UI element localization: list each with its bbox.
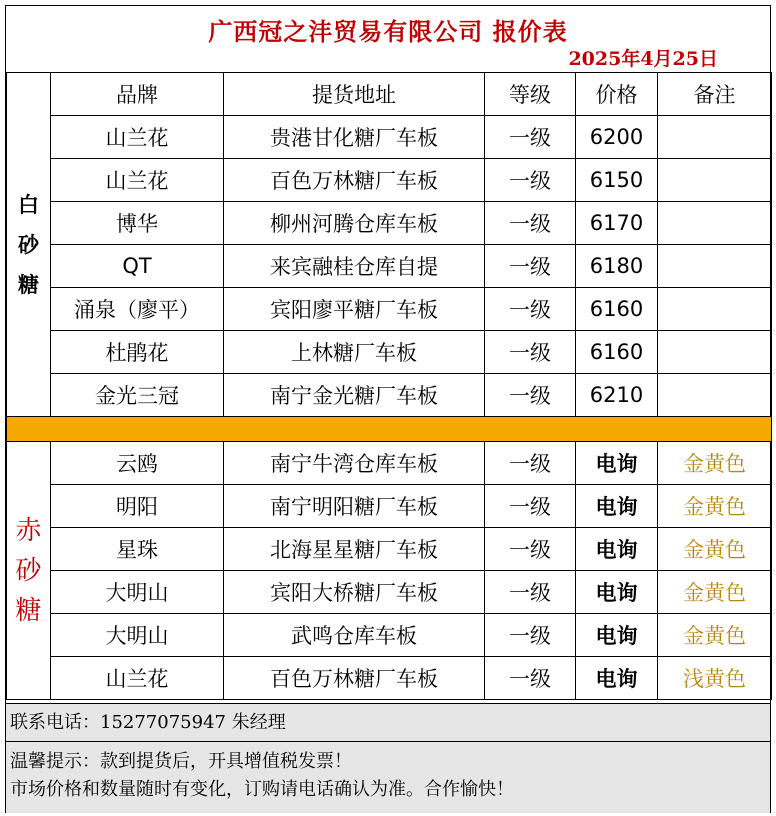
address-cell: 南宁牛湾仓库车板 xyxy=(224,442,485,485)
address-cell: 武鸣仓库车板 xyxy=(224,614,485,657)
price-cell: 6170 xyxy=(576,202,658,245)
address-cell: 百色万林糖厂车板 xyxy=(224,657,485,700)
table-row xyxy=(7,528,772,571)
brand-cell: 山兰花 xyxy=(51,657,224,700)
grade-cell: 一级 xyxy=(485,571,576,614)
brand-cell: 云鸥 xyxy=(51,442,224,485)
address-cell: 来宾融桂仓库自提 xyxy=(224,245,485,288)
category-white-sugar xyxy=(7,73,51,417)
column-header-address: 提货地址 xyxy=(224,73,485,116)
table-row xyxy=(7,657,772,700)
address-cell: 北海星星糖厂车板 xyxy=(224,528,485,571)
note-cell xyxy=(658,245,772,288)
table-row xyxy=(7,374,772,417)
table-row xyxy=(7,288,772,331)
note-cell: 金黄色 xyxy=(658,528,772,571)
category-red-sugar xyxy=(7,442,51,700)
address-cell: 南宁金光糖厂车板 xyxy=(224,374,485,417)
note-cell xyxy=(658,116,772,159)
tip-line: 温馨提示：款到提货后，开具增值税发票！ xyxy=(10,751,352,772)
price-cell: 电询 xyxy=(576,614,658,657)
grade-cell: 一级 xyxy=(485,202,576,245)
brand-cell: 星珠 xyxy=(51,528,224,571)
grade-cell: 一级 xyxy=(485,528,576,571)
address-cell: 南宁明阳糖厂车板 xyxy=(224,485,485,528)
table-header-row xyxy=(7,73,772,116)
price-sheet xyxy=(5,5,771,813)
tip-line: 市场价格和数量随时有变化，订购请电话确认为准。合作愉快！ xyxy=(10,779,514,800)
column-header-grade: 等级 xyxy=(485,73,576,116)
table-row xyxy=(7,245,772,288)
section-separator xyxy=(7,417,772,442)
price-cell: 6200 xyxy=(576,116,658,159)
quote-date: 2025年4月25日 xyxy=(568,48,718,70)
brand-cell: 大明山 xyxy=(51,614,224,657)
address-cell: 上林糖厂车板 xyxy=(224,331,485,374)
category-label: 赤砂糖 xyxy=(15,515,42,626)
category-label: 白砂糖 xyxy=(18,191,39,297)
table-row xyxy=(7,159,772,202)
grade-cell: 一级 xyxy=(485,245,576,288)
table-row xyxy=(7,202,772,245)
note-cell: 金黄色 xyxy=(658,614,772,657)
note-cell xyxy=(658,288,772,331)
address-cell: 柳州河腾仓库车板 xyxy=(224,202,485,245)
table-row xyxy=(7,571,772,614)
price-cell: 电询 xyxy=(576,657,658,700)
brand-cell: 金光三冠 xyxy=(51,374,224,417)
note-cell: 金黄色 xyxy=(658,571,772,614)
note-cell: 浅黄色 xyxy=(658,657,772,700)
price-cell: 电询 xyxy=(576,528,658,571)
price-cell: 6150 xyxy=(576,159,658,202)
brand-cell: 博华 xyxy=(51,202,224,245)
grade-cell: 一级 xyxy=(485,288,576,331)
price-table xyxy=(6,72,772,700)
column-header-price: 价格 xyxy=(576,73,658,116)
grade-cell: 一级 xyxy=(485,614,576,657)
brand-cell: 大明山 xyxy=(51,571,224,614)
brand-cell: 杜鹃花 xyxy=(51,331,224,374)
brand-cell: QT xyxy=(51,245,224,288)
sheet-header xyxy=(6,6,770,72)
brand-cell: 山兰花 xyxy=(51,159,224,202)
note-cell xyxy=(658,159,772,202)
contact-info: 联系电话：15277075947 朱经理 xyxy=(6,703,770,741)
table-row xyxy=(7,614,772,657)
price-cell: 电询 xyxy=(576,442,658,485)
table-row xyxy=(7,331,772,374)
tips-box xyxy=(6,741,770,813)
column-header-note: 备注 xyxy=(658,73,772,116)
grade-cell: 一级 xyxy=(485,657,576,700)
note-cell: 金黄色 xyxy=(658,442,772,485)
note-cell xyxy=(658,202,772,245)
address-cell: 宾阳大桥糖厂车板 xyxy=(224,571,485,614)
page-title: 广西冠之沣贸易有限公司 报价表 xyxy=(208,17,568,46)
price-cell: 电询 xyxy=(576,485,658,528)
brand-cell: 涌泉（廖平） xyxy=(51,288,224,331)
price-cell: 电询 xyxy=(576,571,658,614)
price-cell: 6210 xyxy=(576,374,658,417)
price-cell: 6180 xyxy=(576,245,658,288)
grade-cell: 一级 xyxy=(485,116,576,159)
grade-cell: 一级 xyxy=(485,442,576,485)
grade-cell: 一级 xyxy=(485,485,576,528)
table-row xyxy=(7,116,772,159)
table-row xyxy=(7,442,772,485)
grade-cell: 一级 xyxy=(485,159,576,202)
note-cell: 金黄色 xyxy=(658,485,772,528)
note-cell xyxy=(658,331,772,374)
address-cell: 百色万林糖厂车板 xyxy=(224,159,485,202)
brand-cell: 山兰花 xyxy=(51,116,224,159)
separator-bar xyxy=(7,417,772,442)
price-cell: 6160 xyxy=(576,331,658,374)
price-cell: 6160 xyxy=(576,288,658,331)
grade-cell: 一级 xyxy=(485,374,576,417)
column-header-brand: 品牌 xyxy=(51,73,224,116)
brand-cell: 明阳 xyxy=(51,485,224,528)
address-cell: 贵港甘化糖厂车板 xyxy=(224,116,485,159)
grade-cell: 一级 xyxy=(485,331,576,374)
address-cell: 宾阳廖平糖厂车板 xyxy=(224,288,485,331)
note-cell xyxy=(658,374,772,417)
table-row xyxy=(7,485,772,528)
